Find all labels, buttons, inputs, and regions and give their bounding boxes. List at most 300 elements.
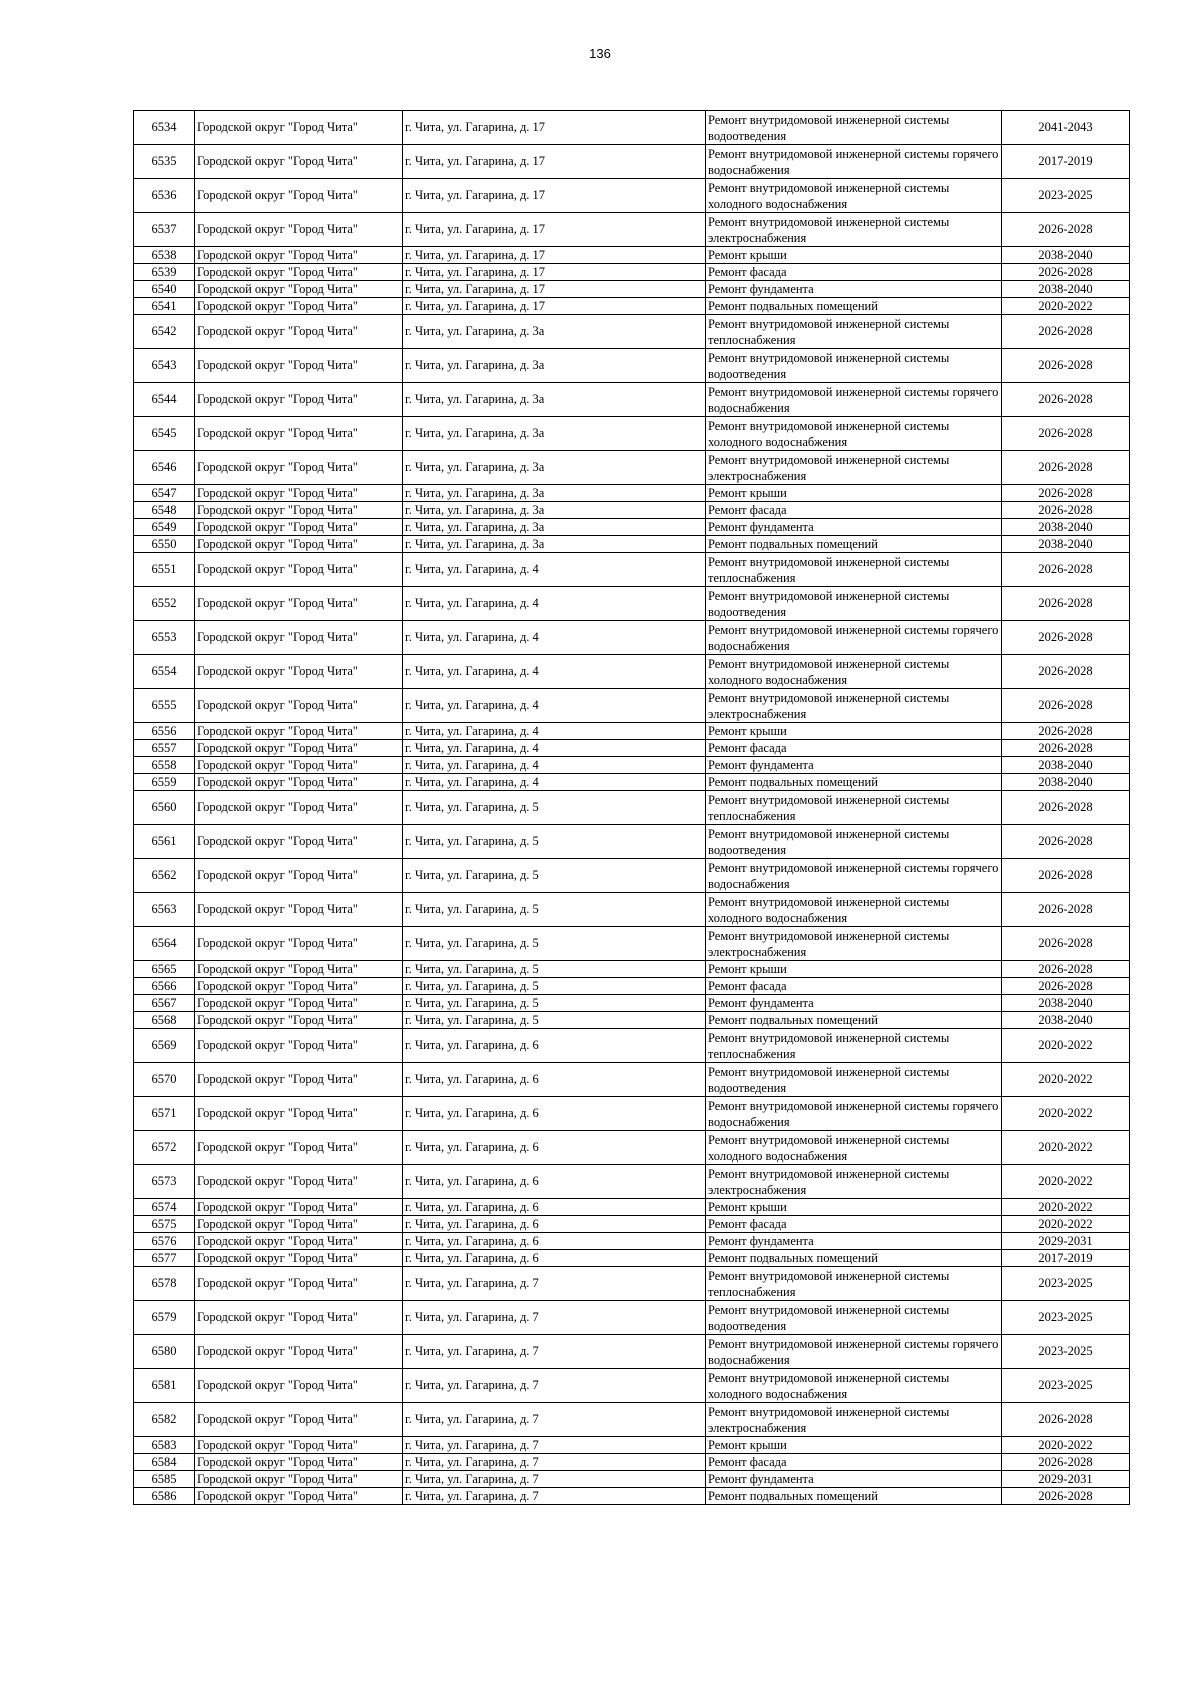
work-type-cell: Ремонт внутридомовой инженерной системы теплоснабжения (706, 1029, 1002, 1063)
row-number: 6568 (134, 1012, 195, 1029)
table-row (134, 553, 1130, 587)
table-row (134, 451, 1130, 485)
period-cell: 2026-2028 (1002, 978, 1130, 995)
period-cell: 2020-2022 (1002, 1437, 1130, 1454)
period-cell: 2026-2028 (1002, 349, 1130, 383)
address-cell: г. Чита, ул. Гагарина, д. 4 (403, 655, 706, 689)
address-cell: г. Чита, ул. Гагарина, д. 4 (403, 774, 706, 791)
work-type-cell: Ремонт фасада (706, 1454, 1002, 1471)
work-type-cell: Ремонт внутридомовой инженерной системы водоотведения (706, 825, 1002, 859)
row-number: 6586 (134, 1488, 195, 1505)
municipality-cell: Городской округ "Город Чита" (195, 1403, 403, 1437)
municipality-cell: Городской округ "Город Чита" (195, 859, 403, 893)
address-cell: г. Чита, ул. Гагарина, д. 4 (403, 553, 706, 587)
table-row (134, 689, 1130, 723)
municipality-cell: Городской округ "Город Чита" (195, 145, 403, 179)
table-row (134, 1403, 1130, 1437)
work-type-cell: Ремонт внутридомовой инженерной системы электроснабжения (706, 927, 1002, 961)
work-type-cell: Ремонт фундамента (706, 1471, 1002, 1488)
row-number: 6574 (134, 1199, 195, 1216)
table-row (134, 978, 1130, 995)
work-type-cell: Ремонт внутридомовой инженерной системы холодного водоснабжения (706, 655, 1002, 689)
work-type-cell: Ремонт внутридомовой инженерной системы теплоснабжения (706, 553, 1002, 587)
row-number: 6538 (134, 247, 195, 264)
work-type-cell: Ремонт фасада (706, 502, 1002, 519)
address-cell: г. Чита, ул. Гагарина, д. 5 (403, 893, 706, 927)
row-number: 6558 (134, 757, 195, 774)
period-cell: 2020-2022 (1002, 1165, 1130, 1199)
address-cell: г. Чита, ул. Гагарина, д. 5 (403, 825, 706, 859)
period-cell: 2023-2025 (1002, 179, 1130, 213)
address-cell: г. Чита, ул. Гагарина, д. 3а (403, 519, 706, 536)
work-type-cell: Ремонт внутридомовой инженерной системы электроснабжения (706, 451, 1002, 485)
address-cell: г. Чита, ул. Гагарина, д. 6 (403, 1097, 706, 1131)
table-row (134, 893, 1130, 927)
municipality-cell: Городской округ "Город Чита" (195, 519, 403, 536)
period-cell: 2026-2028 (1002, 587, 1130, 621)
period-cell: 2038-2040 (1002, 757, 1130, 774)
municipality-cell: Городской округ "Город Чита" (195, 1216, 403, 1233)
address-cell: г. Чита, ул. Гагарина, д. 7 (403, 1301, 706, 1335)
table-row (134, 1233, 1130, 1250)
period-cell: 2029-2031 (1002, 1471, 1130, 1488)
work-type-cell: Ремонт фундамента (706, 995, 1002, 1012)
address-cell: г. Чита, ул. Гагарина, д. 3а (403, 315, 706, 349)
table-row (134, 927, 1130, 961)
period-cell: 2026-2028 (1002, 1403, 1130, 1437)
work-type-cell: Ремонт фундамента (706, 281, 1002, 298)
municipality-cell: Городской округ "Город Чита" (195, 1267, 403, 1301)
table-row (134, 655, 1130, 689)
table-row (134, 1063, 1130, 1097)
period-cell: 2020-2022 (1002, 298, 1130, 315)
municipality-cell: Городской округ "Город Чита" (195, 978, 403, 995)
address-cell: г. Чита, ул. Гагарина, д. 5 (403, 859, 706, 893)
table-row (134, 111, 1130, 145)
row-number: 6562 (134, 859, 195, 893)
row-number: 6548 (134, 502, 195, 519)
address-cell: г. Чита, ул. Гагарина, д. 7 (403, 1403, 706, 1437)
table-row (134, 740, 1130, 757)
work-type-cell: Ремонт внутридомовой инженерной системы водоотведения (706, 349, 1002, 383)
address-cell: г. Чита, ул. Гагарина, д. 3а (403, 485, 706, 502)
row-number: 6552 (134, 587, 195, 621)
period-cell: 2026-2028 (1002, 825, 1130, 859)
work-type-cell: Ремонт подвальных помещений (706, 298, 1002, 315)
address-cell: г. Чита, ул. Гагарина, д. 6 (403, 1216, 706, 1233)
municipality-cell: Городской округ "Город Чита" (195, 655, 403, 689)
row-number: 6537 (134, 213, 195, 247)
work-type-cell: Ремонт внутридомовой инженерной системы электроснабжения (706, 1403, 1002, 1437)
address-cell: г. Чита, ул. Гагарина, д. 17 (403, 247, 706, 264)
municipality-cell: Городской округ "Город Чита" (195, 451, 403, 485)
period-cell: 2026-2028 (1002, 553, 1130, 587)
table-row (134, 1165, 1130, 1199)
row-number: 6565 (134, 961, 195, 978)
row-number: 6580 (134, 1335, 195, 1369)
table-row (134, 791, 1130, 825)
municipality-cell: Городской округ "Город Чита" (195, 825, 403, 859)
period-cell: 2041-2043 (1002, 111, 1130, 145)
period-cell: 2026-2028 (1002, 655, 1130, 689)
work-type-cell: Ремонт внутридомовой инженерной системы теплоснабжения (706, 791, 1002, 825)
municipality-cell: Городской округ "Город Чита" (195, 553, 403, 587)
address-cell: г. Чита, ул. Гагарина, д. 3а (403, 536, 706, 553)
table-row (134, 485, 1130, 502)
work-type-cell: Ремонт внутридомовой инженерной системы теплоснабжения (706, 1267, 1002, 1301)
row-number: 6581 (134, 1369, 195, 1403)
address-cell: г. Чита, ул. Гагарина, д. 7 (403, 1471, 706, 1488)
table-row (134, 383, 1130, 417)
address-cell: г. Чита, ул. Гагарина, д. 4 (403, 740, 706, 757)
row-number: 6549 (134, 519, 195, 536)
table-row (134, 723, 1130, 740)
address-cell: г. Чита, ул. Гагарина, д. 7 (403, 1437, 706, 1454)
address-cell: г. Чита, ул. Гагарина, д. 5 (403, 978, 706, 995)
table-row (134, 1488, 1130, 1505)
period-cell: 2026-2028 (1002, 1454, 1130, 1471)
address-cell: г. Чита, ул. Гагарина, д. 17 (403, 298, 706, 315)
table-row (134, 757, 1130, 774)
row-number: 6550 (134, 536, 195, 553)
period-cell: 2023-2025 (1002, 1267, 1130, 1301)
period-cell: 2038-2040 (1002, 536, 1130, 553)
work-type-cell: Ремонт крыши (706, 247, 1002, 264)
period-cell: 2026-2028 (1002, 451, 1130, 485)
period-cell: 2026-2028 (1002, 485, 1130, 502)
municipality-cell: Городской округ "Город Чита" (195, 485, 403, 502)
table-row (134, 315, 1130, 349)
work-type-cell: Ремонт внутридомовой инженерной системы холодного водоснабжения (706, 1369, 1002, 1403)
address-cell: г. Чита, ул. Гагарина, д. 4 (403, 587, 706, 621)
municipality-cell: Городской округ "Город Чита" (195, 1301, 403, 1335)
address-cell: г. Чита, ул. Гагарина, д. 6 (403, 1029, 706, 1063)
table-row (134, 774, 1130, 791)
table-row (134, 145, 1130, 179)
row-number: 6535 (134, 145, 195, 179)
municipality-cell: Городской округ "Город Чита" (195, 774, 403, 791)
table-row (134, 179, 1130, 213)
municipality-cell: Городской округ "Город Чита" (195, 179, 403, 213)
period-cell: 2026-2028 (1002, 961, 1130, 978)
work-type-cell: Ремонт внутридомовой инженерной системы холодного водоснабжения (706, 1131, 1002, 1165)
municipality-cell: Городской округ "Город Чита" (195, 723, 403, 740)
municipality-cell: Городской округ "Город Чита" (195, 264, 403, 281)
row-number: 6553 (134, 621, 195, 655)
municipality-cell: Городской округ "Город Чита" (195, 1437, 403, 1454)
period-cell: 2038-2040 (1002, 519, 1130, 536)
municipality-cell: Городской округ "Город Чита" (195, 1233, 403, 1250)
table-row (134, 1012, 1130, 1029)
row-number: 6544 (134, 383, 195, 417)
table-row (134, 1097, 1130, 1131)
table-row (134, 1131, 1130, 1165)
row-number: 6585 (134, 1471, 195, 1488)
period-cell: 2038-2040 (1002, 1012, 1130, 1029)
table-row (134, 1437, 1130, 1454)
table-row (134, 961, 1130, 978)
table-row (134, 1301, 1130, 1335)
row-number: 6572 (134, 1131, 195, 1165)
work-type-cell: Ремонт внутридомовой инженерной системы горячего водоснабжения (706, 621, 1002, 655)
table-row (134, 519, 1130, 536)
municipality-cell: Городской округ "Город Чита" (195, 1250, 403, 1267)
work-type-cell: Ремонт подвальных помещений (706, 536, 1002, 553)
municipality-cell: Городской округ "Город Чита" (195, 1335, 403, 1369)
period-cell: 2023-2025 (1002, 1301, 1130, 1335)
row-number: 6567 (134, 995, 195, 1012)
address-cell: г. Чита, ул. Гагарина, д. 3а (403, 502, 706, 519)
row-number: 6573 (134, 1165, 195, 1199)
row-number: 6577 (134, 1250, 195, 1267)
address-cell: г. Чита, ул. Гагарина, д. 3а (403, 417, 706, 451)
municipality-cell: Городской округ "Город Чита" (195, 281, 403, 298)
address-cell: г. Чита, ул. Гагарина, д. 17 (403, 111, 706, 145)
work-type-cell: Ремонт крыши (706, 961, 1002, 978)
address-cell: г. Чита, ул. Гагарина, д. 3а (403, 383, 706, 417)
row-number: 6561 (134, 825, 195, 859)
period-cell: 2020-2022 (1002, 1199, 1130, 1216)
period-cell: 2026-2028 (1002, 893, 1130, 927)
address-cell: г. Чита, ул. Гагарина, д. 3а (403, 451, 706, 485)
work-type-cell: Ремонт фасада (706, 740, 1002, 757)
row-number: 6539 (134, 264, 195, 281)
table-row (134, 1267, 1130, 1301)
row-number: 6536 (134, 179, 195, 213)
table-row (134, 621, 1130, 655)
address-cell: г. Чита, ул. Гагарина, д. 6 (403, 1233, 706, 1250)
period-cell: 2026-2028 (1002, 417, 1130, 451)
row-number: 6575 (134, 1216, 195, 1233)
table-row (134, 1471, 1130, 1488)
row-number: 6563 (134, 893, 195, 927)
municipality-cell: Городской округ "Город Чита" (195, 1165, 403, 1199)
row-number: 6554 (134, 655, 195, 689)
table-row (134, 1029, 1130, 1063)
address-cell: г. Чита, ул. Гагарина, д. 7 (403, 1369, 706, 1403)
period-cell: 2026-2028 (1002, 383, 1130, 417)
table-row (134, 1216, 1130, 1233)
period-cell: 2026-2028 (1002, 927, 1130, 961)
period-cell: 2023-2025 (1002, 1369, 1130, 1403)
period-cell: 2020-2022 (1002, 1063, 1130, 1097)
municipality-cell: Городской округ "Город Чита" (195, 587, 403, 621)
address-cell: г. Чита, ул. Гагарина, д. 5 (403, 961, 706, 978)
period-cell: 2038-2040 (1002, 281, 1130, 298)
row-number: 6578 (134, 1267, 195, 1301)
table-row (134, 349, 1130, 383)
work-type-cell: Ремонт подвальных помещений (706, 774, 1002, 791)
address-cell: г. Чита, ул. Гагарина, д. 17 (403, 264, 706, 281)
address-cell: г. Чита, ул. Гагарина, д. 7 (403, 1267, 706, 1301)
address-cell: г. Чита, ул. Гагарина, д. 7 (403, 1335, 706, 1369)
address-cell: г. Чита, ул. Гагарина, д. 4 (403, 723, 706, 740)
period-cell: 2038-2040 (1002, 995, 1130, 1012)
work-type-cell: Ремонт фундамента (706, 519, 1002, 536)
table-row (134, 995, 1130, 1012)
work-type-cell: Ремонт крыши (706, 723, 1002, 740)
period-cell: 2026-2028 (1002, 315, 1130, 349)
address-cell: г. Чита, ул. Гагарина, д. 5 (403, 791, 706, 825)
work-type-cell: Ремонт внутридомовой инженерной системы холодного водоснабжения (706, 417, 1002, 451)
work-type-cell: Ремонт крыши (706, 485, 1002, 502)
row-number: 6583 (134, 1437, 195, 1454)
work-type-cell: Ремонт фундамента (706, 757, 1002, 774)
municipality-cell: Городской округ "Город Чита" (195, 1097, 403, 1131)
municipality-cell: Городской округ "Город Чита" (195, 536, 403, 553)
municipality-cell: Городской округ "Город Чита" (195, 383, 403, 417)
row-number: 6569 (134, 1029, 195, 1063)
municipality-cell: Городской округ "Город Чита" (195, 298, 403, 315)
table-body (134, 111, 1130, 1505)
municipality-cell: Городской округ "Город Чита" (195, 213, 403, 247)
period-cell: 2026-2028 (1002, 1488, 1130, 1505)
work-type-cell: Ремонт внутридомовой инженерной системы водоотведения (706, 1063, 1002, 1097)
period-cell: 2026-2028 (1002, 264, 1130, 281)
municipality-cell: Городской округ "Город Чита" (195, 1369, 403, 1403)
row-number: 6559 (134, 774, 195, 791)
table-row (134, 1454, 1130, 1471)
table-row (134, 213, 1130, 247)
row-number: 6582 (134, 1403, 195, 1437)
work-type-cell: Ремонт подвальных помещений (706, 1488, 1002, 1505)
table-row (134, 1199, 1130, 1216)
municipality-cell: Городской округ "Город Чита" (195, 247, 403, 264)
work-type-cell: Ремонт фасада (706, 978, 1002, 995)
municipality-cell: Городской округ "Город Чита" (195, 349, 403, 383)
row-number: 6570 (134, 1063, 195, 1097)
municipality-cell: Городской округ "Город Чита" (195, 1488, 403, 1505)
table-row (134, 298, 1130, 315)
address-cell: г. Чита, ул. Гагарина, д. 5 (403, 1012, 706, 1029)
row-number: 6551 (134, 553, 195, 587)
table-row (134, 587, 1130, 621)
page-number: 136 (589, 46, 611, 61)
municipality-cell: Городской округ "Город Чита" (195, 315, 403, 349)
work-type-cell: Ремонт внутридомовой инженерной системы холодного водоснабжения (706, 179, 1002, 213)
work-type-cell: Ремонт фундамента (706, 1233, 1002, 1250)
address-cell: г. Чита, ул. Гагарина, д. 3а (403, 349, 706, 383)
work-type-cell: Ремонт фасада (706, 264, 1002, 281)
municipality-cell: Городской округ "Город Чита" (195, 111, 403, 145)
municipality-cell: Городской округ "Город Чита" (195, 1454, 403, 1471)
period-cell: 2029-2031 (1002, 1233, 1130, 1250)
row-number: 6547 (134, 485, 195, 502)
municipality-cell: Городской округ "Город Чита" (195, 757, 403, 774)
work-type-cell: Ремонт внутридомовой инженерной системы горячего водоснабжения (706, 383, 1002, 417)
municipality-cell: Городской округ "Город Чита" (195, 995, 403, 1012)
period-cell: 2026-2028 (1002, 502, 1130, 519)
municipality-cell: Городской округ "Город Чита" (195, 417, 403, 451)
row-number: 6579 (134, 1301, 195, 1335)
work-type-cell: Ремонт внутридомовой инженерной системы горячего водоснабжения (706, 145, 1002, 179)
address-cell: г. Чита, ул. Гагарина, д. 7 (403, 1454, 706, 1471)
address-cell: г. Чита, ул. Гагарина, д. 7 (403, 1488, 706, 1505)
address-cell: г. Чита, ул. Гагарина, д. 5 (403, 927, 706, 961)
address-cell: г. Чита, ул. Гагарина, д. 6 (403, 1131, 706, 1165)
row-number: 6545 (134, 417, 195, 451)
address-cell: г. Чита, ул. Гагарина, д. 17 (403, 213, 706, 247)
row-number: 6555 (134, 689, 195, 723)
address-cell: г. Чита, ул. Гагарина, д. 5 (403, 995, 706, 1012)
municipality-cell: Городской округ "Город Чита" (195, 961, 403, 978)
period-cell: 2023-2025 (1002, 1335, 1130, 1369)
period-cell: 2026-2028 (1002, 621, 1130, 655)
period-cell: 2020-2022 (1002, 1131, 1130, 1165)
table-row (134, 247, 1130, 264)
repair-schedule-table (133, 110, 1130, 1505)
period-cell: 2026-2028 (1002, 213, 1130, 247)
table-row (134, 859, 1130, 893)
address-cell: г. Чита, ул. Гагарина, д. 4 (403, 689, 706, 723)
row-number: 6543 (134, 349, 195, 383)
address-cell: г. Чита, ул. Гагарина, д. 6 (403, 1199, 706, 1216)
address-cell: г. Чита, ул. Гагарина, д. 4 (403, 621, 706, 655)
table-row (134, 1335, 1130, 1369)
work-type-cell: Ремонт внутридомовой инженерной системы электроснабжения (706, 213, 1002, 247)
work-type-cell: Ремонт внутридомовой инженерной системы водоотведения (706, 587, 1002, 621)
row-number: 6540 (134, 281, 195, 298)
row-number: 6576 (134, 1233, 195, 1250)
municipality-cell: Городской округ "Город Чита" (195, 791, 403, 825)
table-row (134, 502, 1130, 519)
work-type-cell: Ремонт внутридомовой инженерной системы электроснабжения (706, 689, 1002, 723)
row-number: 6534 (134, 111, 195, 145)
row-number: 6560 (134, 791, 195, 825)
municipality-cell: Городской округ "Город Чита" (195, 893, 403, 927)
work-type-cell: Ремонт внутридомовой инженерной системы водоотведения (706, 111, 1002, 145)
address-cell: г. Чита, ул. Гагарина, д. 17 (403, 145, 706, 179)
table-row (134, 417, 1130, 451)
row-number: 6566 (134, 978, 195, 995)
period-cell: 2026-2028 (1002, 791, 1130, 825)
address-cell: г. Чита, ул. Гагарина, д. 6 (403, 1165, 706, 1199)
period-cell: 2020-2022 (1002, 1216, 1130, 1233)
row-number: 6557 (134, 740, 195, 757)
row-number: 6564 (134, 927, 195, 961)
municipality-cell: Городской округ "Город Чита" (195, 1199, 403, 1216)
municipality-cell: Городской округ "Город Чита" (195, 1029, 403, 1063)
work-type-cell: Ремонт подвальных помещений (706, 1012, 1002, 1029)
municipality-cell: Городской округ "Город Чита" (195, 621, 403, 655)
row-number: 6571 (134, 1097, 195, 1131)
work-type-cell: Ремонт внутридомовой инженерной системы горячего водоснабжения (706, 859, 1002, 893)
work-type-cell: Ремонт внутридомовой инженерной системы горячего водоснабжения (706, 1335, 1002, 1369)
address-cell: г. Чита, ул. Гагарина, д. 17 (403, 179, 706, 213)
row-number: 6546 (134, 451, 195, 485)
period-cell: 2026-2028 (1002, 859, 1130, 893)
work-type-cell: Ремонт подвальных помещений (706, 1250, 1002, 1267)
table-row (134, 281, 1130, 298)
work-type-cell: Ремонт внутридомовой инженерной системы теплоснабжения (706, 315, 1002, 349)
address-cell: г. Чита, ул. Гагарина, д. 6 (403, 1063, 706, 1097)
table-row (134, 1369, 1130, 1403)
work-type-cell: Ремонт внутридомовой инженерной системы горячего водоснабжения (706, 1097, 1002, 1131)
table-row (134, 825, 1130, 859)
municipality-cell: Городской округ "Город Чита" (195, 1012, 403, 1029)
municipality-cell: Городской округ "Город Чита" (195, 1131, 403, 1165)
municipality-cell: Городской округ "Город Чита" (195, 502, 403, 519)
address-cell: г. Чита, ул. Гагарина, д. 17 (403, 281, 706, 298)
period-cell: 2026-2028 (1002, 740, 1130, 757)
period-cell: 2026-2028 (1002, 689, 1130, 723)
period-cell: 2017-2019 (1002, 1250, 1130, 1267)
municipality-cell: Городской округ "Город Чита" (195, 740, 403, 757)
work-type-cell: Ремонт крыши (706, 1199, 1002, 1216)
period-cell: 2017-2019 (1002, 145, 1130, 179)
municipality-cell: Городской округ "Город Чита" (195, 1063, 403, 1097)
table-row (134, 264, 1130, 281)
